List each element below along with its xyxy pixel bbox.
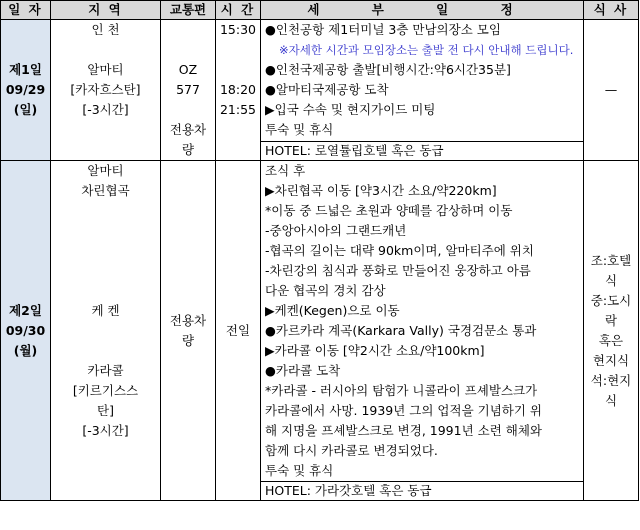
day2-item: ●카라콜 도착	[265, 363, 341, 378]
day2-meal: 중:도시	[590, 292, 632, 308]
day1-hotel: HOTEL: 로열튤립호텔 혹은 동급	[261, 141, 584, 160]
day1-flight-no: 577	[176, 82, 200, 97]
day2-item: 조식 후	[265, 163, 306, 178]
day2-time-cell: 전일	[216, 161, 261, 501]
day2-region: 알마티	[87, 163, 124, 178]
header-region: 지 역	[51, 1, 161, 20]
day2-hotel: HOTEL: 가라갓호텔 혹은 동급	[261, 482, 584, 501]
day2-item: ▶차린협곡 이동 [약3시간 소요/약220km]	[265, 183, 497, 198]
day2-meal: 조:호텔	[590, 252, 632, 268]
day2-item: -차린강의 침식과 풍화로 만들어진 웅장하고 아름	[265, 263, 531, 278]
day2-item: 다운 협곡의 경치 감상	[265, 283, 386, 298]
day1-dow: (일)	[13, 102, 38, 117]
day1-date-cell	[1, 20, 51, 161]
day1-item: ▶입국 수속 및 현지가이드 미팅	[265, 102, 436, 117]
day1-region: 알마티	[87, 62, 124, 77]
day1-date: 09/29	[5, 82, 46, 97]
day1-row	[1, 20, 639, 142]
day1-time: 21:55	[219, 102, 257, 117]
header-detail: 세 부 일 정	[261, 1, 584, 20]
day2-row	[1, 161, 639, 482]
day2-region: 케 켄	[91, 303, 120, 318]
day1-item: ●인천국제공항 출발[비행시간:약6시간35분]	[265, 62, 511, 77]
header-transport: 교통편	[161, 1, 216, 20]
day2-meal: 석:현지	[590, 372, 632, 388]
day1-detail-cell	[261, 20, 584, 142]
day1-time: 18:20	[219, 82, 257, 97]
day2-region-cell	[51, 161, 161, 501]
day2-meal: 현지식	[592, 352, 630, 368]
day2-dow: (월)	[13, 342, 38, 358]
day1-item: 투숙 및 휴식	[265, 122, 334, 137]
day2-item: 함께 다시 카라콜로 변경되었다.	[265, 443, 438, 458]
day1-flight: OZ	[178, 62, 198, 77]
day2-vehicle: 전용차	[169, 312, 207, 328]
day2-vehicle: 량	[181, 332, 195, 348]
day2-item: *카라콜 - 러시아의 탐험가 니콜라이 프셰발스크가	[265, 383, 538, 398]
day2-region: 차린협곡	[81, 183, 130, 198]
day1-transport-cell	[161, 20, 216, 161]
day2-item: -협곡의 길이는 대략 90km이며, 알마티주에 위치	[265, 243, 534, 258]
day2-meal: 락	[604, 312, 618, 328]
day2-meal-cell	[584, 161, 639, 501]
day1-region: [카자흐스탄]	[70, 82, 141, 97]
day1-label: 제1일	[9, 62, 42, 77]
day1-item: ●인천공항 제1터미널 3층 만남의장소 모임	[265, 22, 501, 37]
day2-item: *이동 중 드넓은 초원과 양떼를 감상하며 이동	[265, 203, 513, 218]
day2-date: 09/30	[5, 322, 46, 338]
day2-region: 카라콜	[87, 363, 124, 378]
day2-region: 탄]	[97, 403, 114, 418]
header-day: 일 자	[1, 1, 51, 20]
day1-vehicle: 전용차	[169, 122, 207, 137]
day1-vehicle: 량	[181, 142, 195, 157]
day2-item: ▶카라콜 이동 [약2시간 소요/약100km]	[265, 343, 485, 358]
day2-item: 투숙 및 휴식	[265, 463, 334, 478]
day2-detail-cell	[261, 161, 584, 482]
day2-item: 해 지명을 프셰발스크로 변경, 1991년 소련 해체와	[265, 423, 542, 438]
day1-region: [-3시간]	[82, 102, 129, 117]
day2-meal: 혹은	[598, 332, 624, 348]
header-row	[1, 1, 639, 20]
day1-time-cell	[216, 20, 261, 161]
day1-note: ※자세한 시간과 모임장소는 출발 전 다시 안내해 드립니다.	[279, 43, 574, 57]
day2-region: [키르기스스	[72, 383, 139, 398]
day2-item: ▶케켄(Kegen)으로 이동	[265, 303, 400, 318]
header-time: 시 간	[216, 1, 261, 20]
day2-item: 카라콜에서 사망. 1939년 그의 업적을 기념하기 위	[265, 403, 542, 418]
day2-transport-cell	[161, 161, 216, 501]
day2-date-cell	[1, 161, 51, 501]
day2-meal: 식	[604, 272, 618, 288]
day2-label: 제2일	[9, 302, 42, 318]
day2-region: [-3시간]	[82, 423, 129, 438]
day1-item: ●알마티국제공항 도착	[265, 82, 389, 97]
header-meal: 식 사	[584, 1, 639, 20]
day2-item: ●카르카라 계곡(Karkara Vally) 국경검문소 통과	[265, 323, 537, 338]
day1-region: 인 천	[91, 22, 120, 37]
day2-item: -중앙아시아의 그랜드캐년	[265, 223, 407, 238]
day1-meal-cell: —	[584, 20, 639, 161]
day1-time: 15:30	[219, 22, 257, 37]
day1-region-cell	[51, 20, 161, 161]
day2-meal: 식	[604, 392, 618, 408]
